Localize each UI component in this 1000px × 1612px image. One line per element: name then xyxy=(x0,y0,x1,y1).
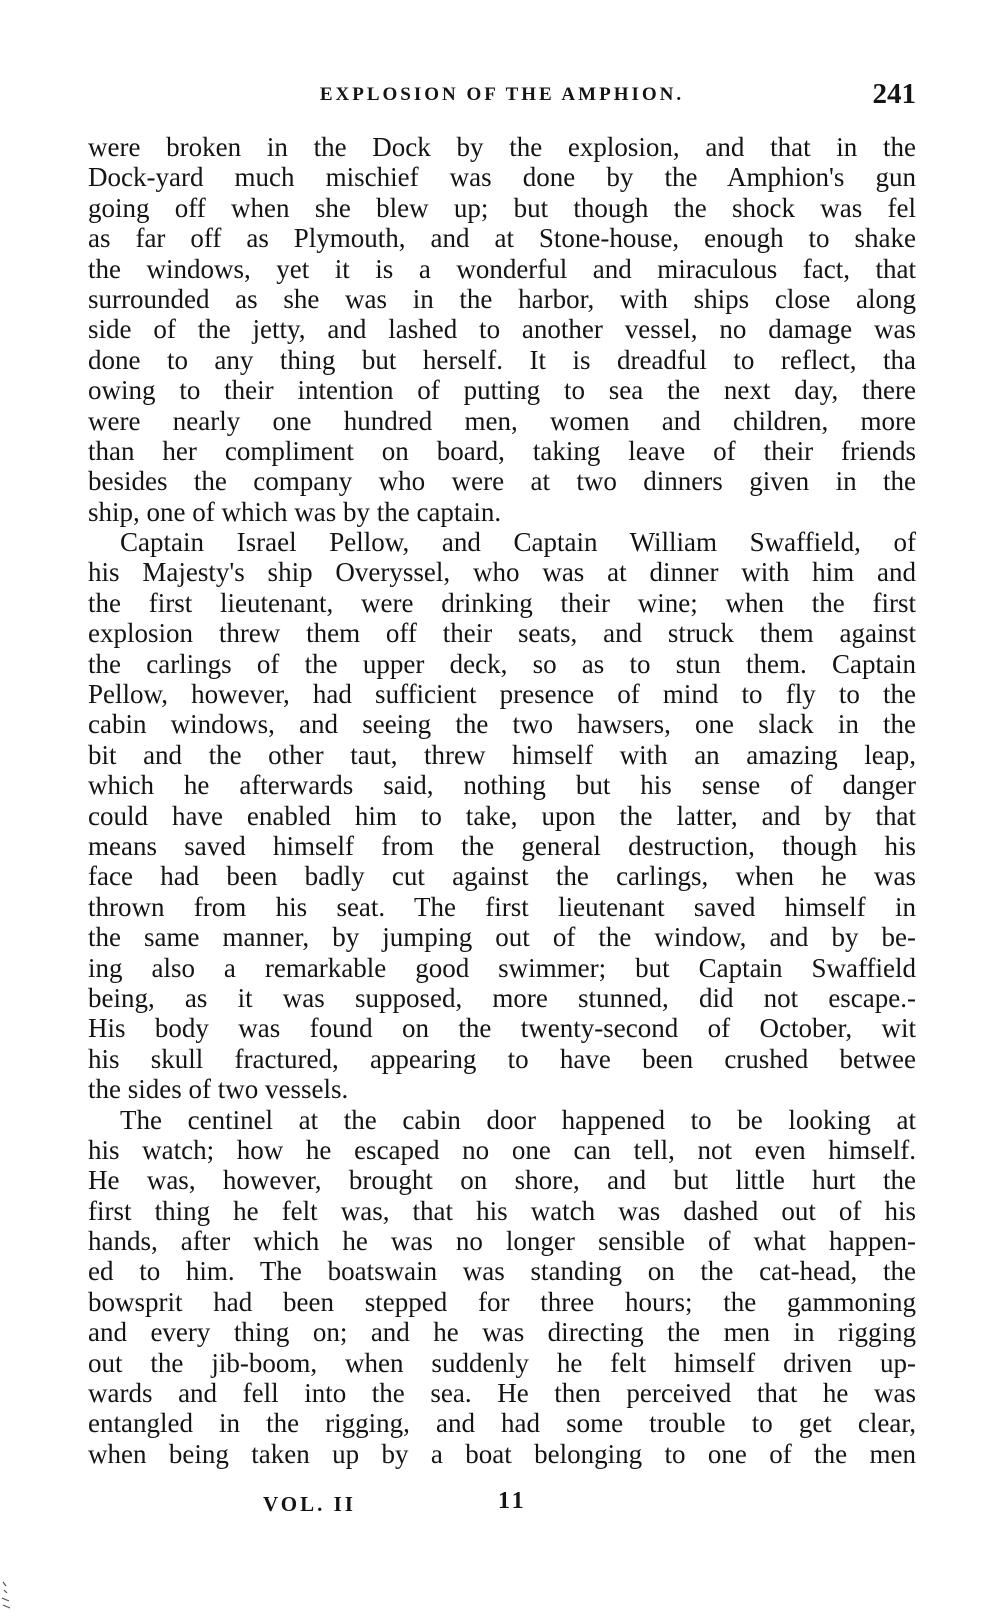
text-line: going off when she blew up; but though the shock was fel xyxy=(88,192,916,223)
running-head xyxy=(88,78,916,118)
text-line: He was, however, brought on shore, and but little hurt the xyxy=(88,1165,916,1196)
text-line: the same manner, by jumping out of the window, and by be- xyxy=(88,922,916,953)
text-line: The centinel at the cabin door happened to be looking at xyxy=(120,1104,916,1135)
text-line: ing also a remarkable good swimmer; but Captain Swaffield xyxy=(88,952,916,983)
text-line: hands, after which he was no longer sensible of what happen- xyxy=(88,1226,916,1257)
text-line: Captain Israel Pellow, and Captain William Swaffield, of xyxy=(120,527,916,558)
text-line: his skull fractured, appearing to have been crushed betwee xyxy=(88,1043,916,1074)
text-line: which he afterwards said, nothing but his sense of danger xyxy=(88,770,916,801)
text-line: his Majesty's ship Overyssel, who was at dinner with him and xyxy=(88,557,916,588)
text-line: ed to him. The boatswain was standing on the cat-head, the xyxy=(88,1256,916,1287)
text-line: being, as it was supposed, more stunned, did not escape.- xyxy=(88,982,916,1013)
signature-volume: VOL. II xyxy=(263,1492,356,1516)
text-line: the carlings of the upper deck, so as to stun them. Captain xyxy=(88,648,916,679)
text-line: bit and the other taut, threw himself with an amazing leap, xyxy=(88,739,916,770)
text-line: when being taken up by a boat belonging to one of the men xyxy=(88,1438,916,1469)
text-line: His body was found on the twenty-second of October, wit xyxy=(88,1013,916,1044)
text-line: his watch; how he escaped no one can tell, not even himself. xyxy=(88,1134,916,1165)
text-line: ship, one of which was by the captain. xyxy=(88,496,502,527)
text-line: surrounded as she was in the harbor, with ships close along xyxy=(88,283,916,314)
text-line: done to any thing but herself. It is dreadful to reflect, tha xyxy=(88,344,916,375)
text-line: the sides of two vessels. xyxy=(88,1074,349,1105)
text-line: Dock-yard much mischief was done by the Amphion's gun xyxy=(88,162,916,193)
running-title: EXPLOSION OF THE AMPHION. xyxy=(319,84,685,105)
signature-number: 11 xyxy=(498,1488,527,1514)
text-line: owing to their intention of putting to sea the next day, there xyxy=(88,375,916,406)
text-line: side of the jetty, and lashed to another vessel, no damage was xyxy=(88,314,916,345)
text-line: were nearly one hundred men, women and children, more xyxy=(88,405,916,436)
page-number: 241 xyxy=(872,78,916,110)
scan-artifact-mark xyxy=(0,1580,14,1610)
text-line: out the jib-boom, when suddenly he felt himself driven up- xyxy=(88,1347,916,1378)
text-line: bowsprit had been stepped for three hours; the gammoning xyxy=(88,1286,916,1317)
text-line: thrown from his seat. The first lieutenant saved himself in xyxy=(88,891,916,922)
text-line: face had been badly cut against the carlings, when he was xyxy=(88,861,916,892)
text-line: wards and fell into the sea. He then perceived that he was xyxy=(88,1378,916,1409)
text-line: were broken in the Dock by the explosion, and that in the xyxy=(88,132,916,162)
text-line: the first lieutenant, were drinking their wine; when the first xyxy=(88,587,916,618)
text-line: entangled in the rigging, and had some trouble to get clear, xyxy=(88,1408,916,1439)
text-line: Pellow, however, had sufficient presence of mind to fly to the xyxy=(88,679,916,710)
text-line: cabin windows, and seeing the two hawsers, one slack in the xyxy=(88,709,916,740)
text-line: than her compliment on board, taking leave of their friends xyxy=(88,435,916,466)
text-line: as far off as Plymouth, and at Stone-house, enough to shake xyxy=(88,223,916,254)
text-line: could have enabled him to take, upon the latter, and by that xyxy=(88,800,916,831)
signature-line xyxy=(88,1484,916,1524)
text-line: explosion threw them off their seats, and struck them against xyxy=(88,618,916,649)
text-line: besides the company who were at two dinners given in the xyxy=(88,466,916,497)
text-line: first thing he felt was, that his watch was dashed out of his xyxy=(88,1195,916,1226)
text-line: and every thing on; and he was directing the men in rigging xyxy=(88,1317,916,1348)
text-line: means saved himself from the general destruction, though his xyxy=(88,830,916,861)
body-text xyxy=(88,132,916,1469)
text-line: the windows, yet it is a wonderful and miraculous fact, that xyxy=(88,253,916,284)
